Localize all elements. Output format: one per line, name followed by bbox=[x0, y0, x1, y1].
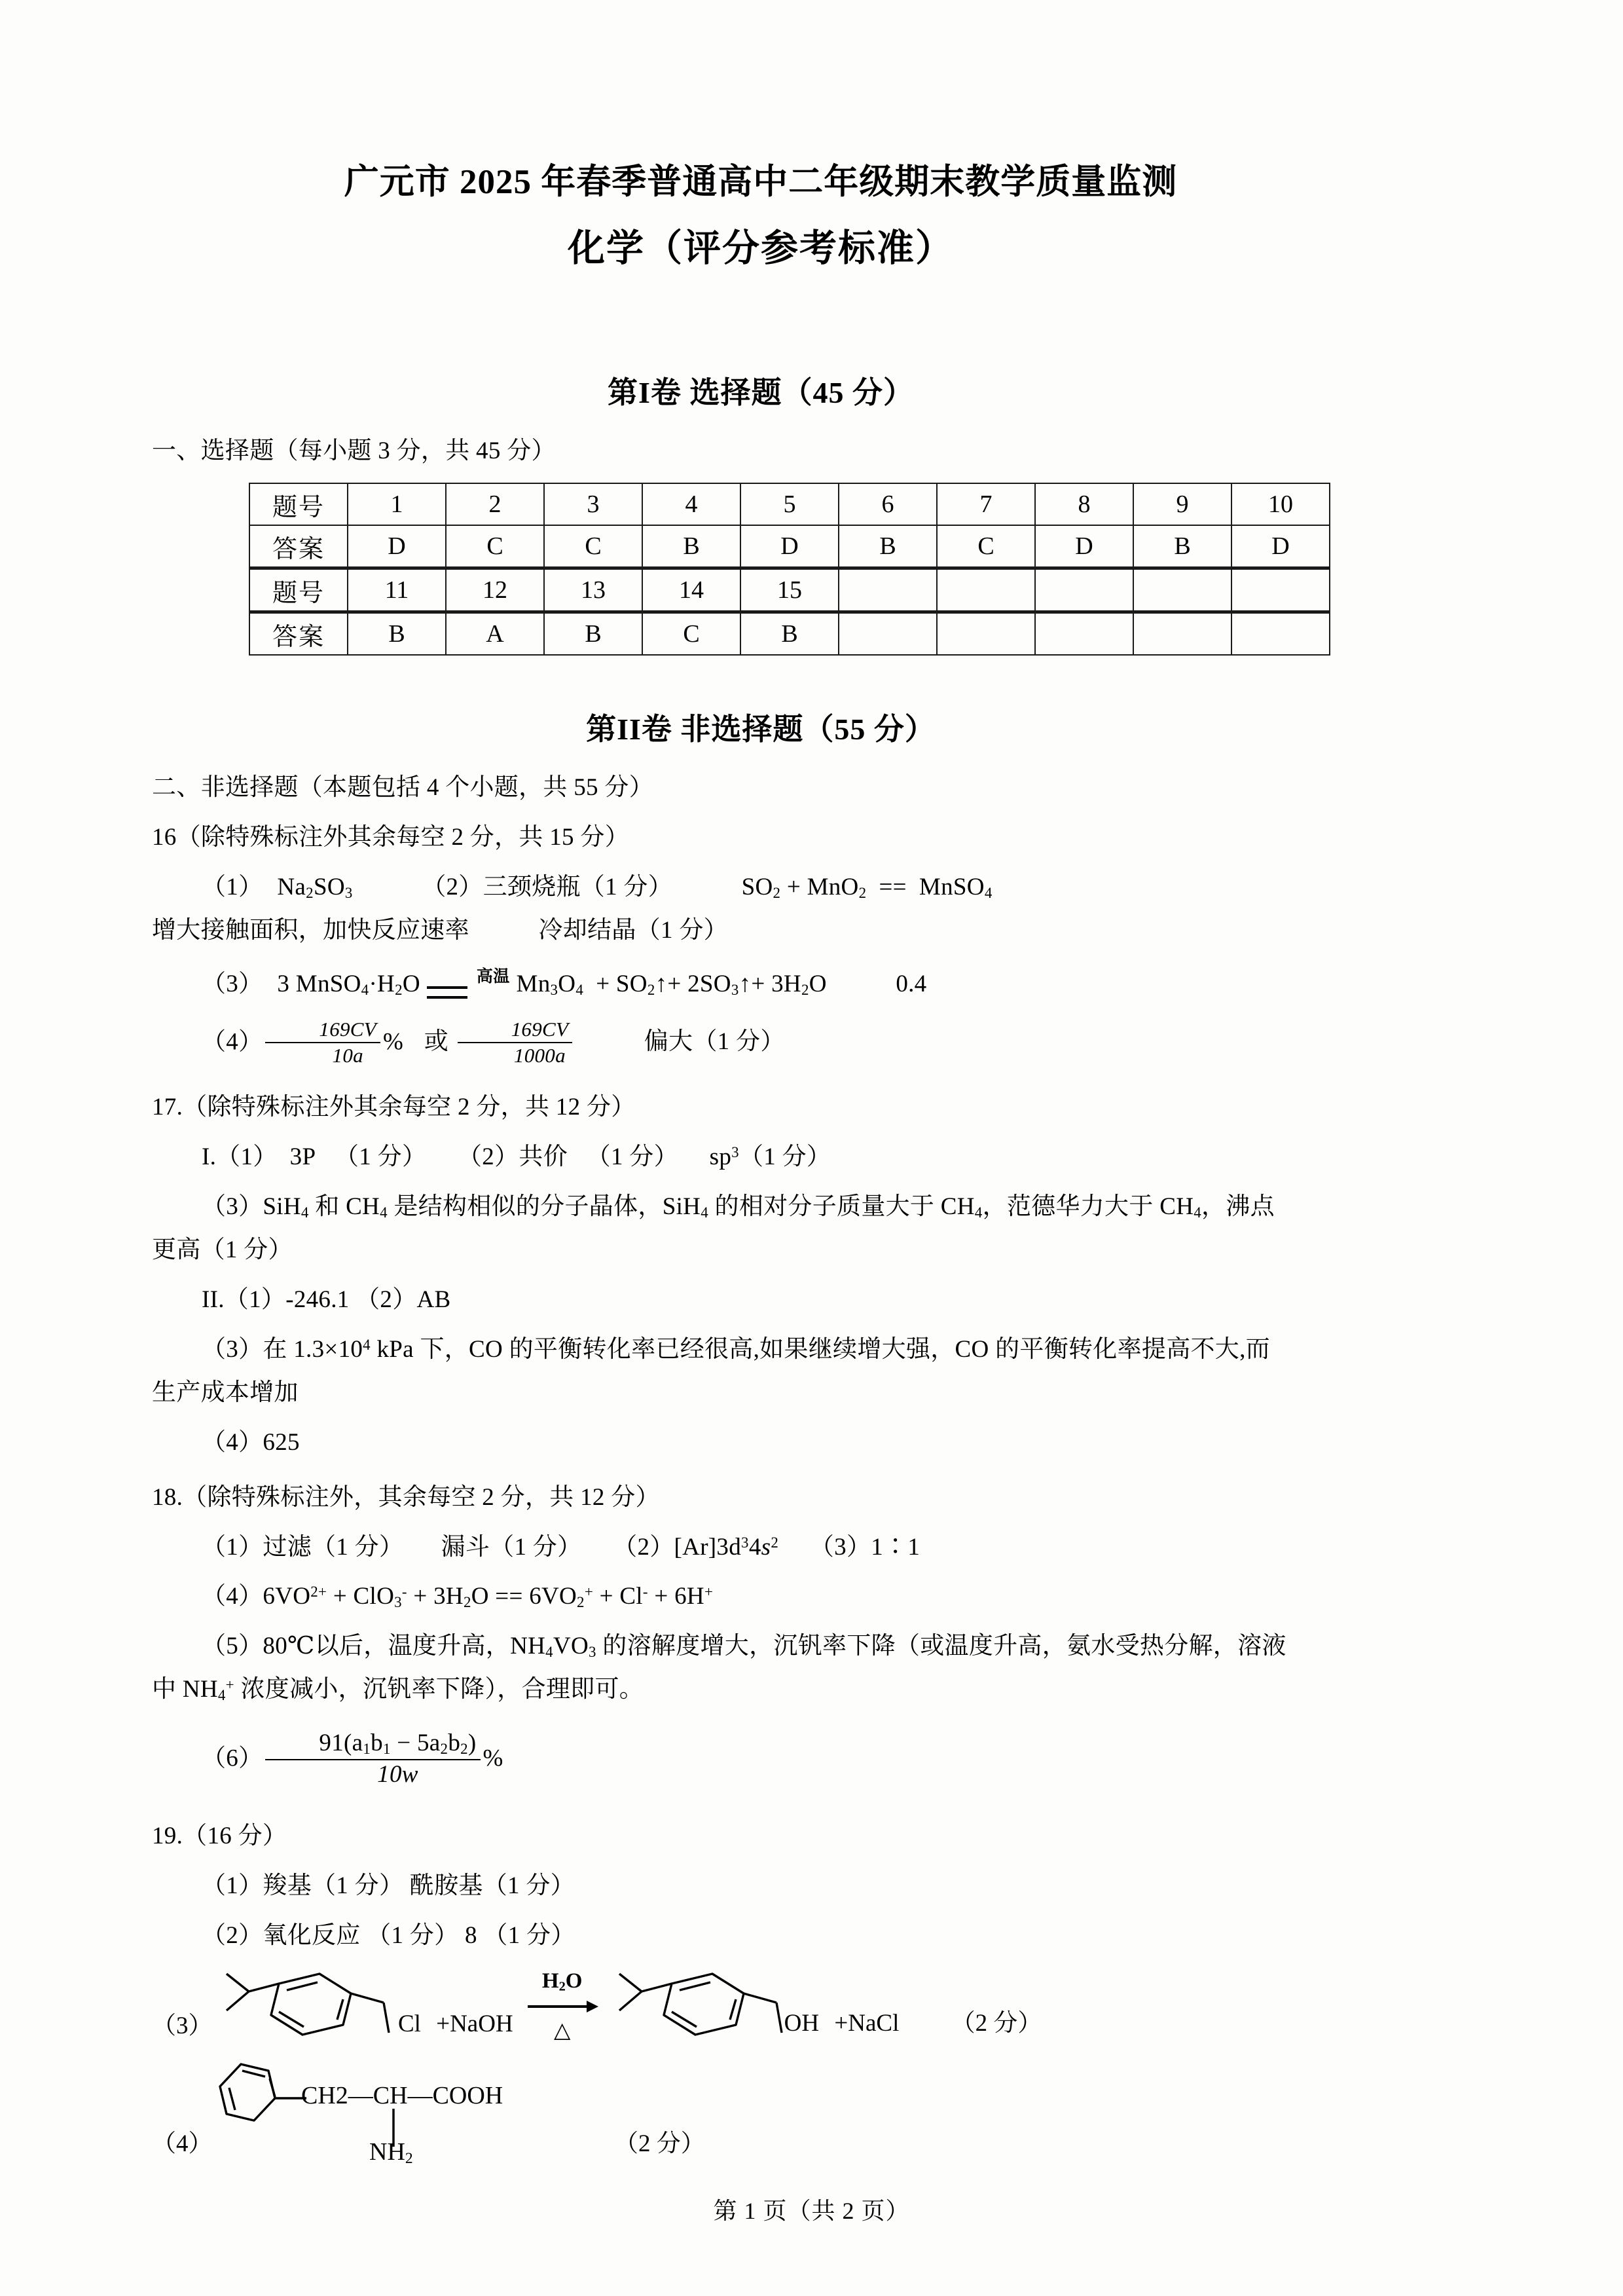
q16-line-2 bbox=[152, 911, 1370, 950]
q18-part6-label: （6） bbox=[202, 1745, 263, 1772]
question-number-cell bbox=[1035, 568, 1133, 612]
q16-line-3 bbox=[152, 965, 1370, 1004]
q16-part1-answer: $Na_2SO_3$ bbox=[277, 874, 353, 902]
answer-cell: D bbox=[348, 525, 446, 568]
question-number-cell: 11 bbox=[348, 568, 446, 612]
q19-part3-oh-nacl bbox=[784, 2003, 1042, 2047]
answer-cell: B bbox=[839, 525, 937, 568]
reaction-arrow-icon bbox=[526, 1998, 598, 2015]
reaction-condition-high-temp: 高温 bbox=[427, 969, 510, 999]
q17-line-5: （4）625 bbox=[202, 1428, 300, 1456]
q17-line-1: I.（1） 3P （1 分） （2）共价 （1 分） $sp^3(1$ 分） bbox=[202, 1143, 831, 1170]
table-row bbox=[249, 483, 1330, 525]
question-number-cell: 4 bbox=[642, 483, 740, 525]
answer-cell: D bbox=[740, 525, 839, 568]
question-number-cell: 10 bbox=[1231, 483, 1330, 525]
question-number-cell: 15 bbox=[740, 568, 839, 612]
question-number-cell: 7 bbox=[937, 483, 1035, 525]
q16-part3-products: $Mn_3O_4$ + $SO_2↑+$ $2SO_3↑+ 3H_2O$ bbox=[516, 970, 827, 998]
q16-or-text: 或 bbox=[424, 1028, 449, 1056]
answer-cell bbox=[839, 612, 937, 656]
question-number-cell: 3 bbox=[544, 483, 642, 525]
q18-line-4 bbox=[152, 1731, 1370, 1789]
naoh-label: +NaOH bbox=[436, 2010, 513, 2037]
q18-line-3b: 中 $NH_4^+$ 浓度减小，沉钒率下降），合理即可。 bbox=[152, 1676, 644, 1704]
question-number-cell: 6 bbox=[839, 483, 937, 525]
section-2-title: 第II卷 非选择题（55 分） bbox=[586, 713, 936, 747]
answer-cell: B bbox=[1133, 525, 1231, 568]
answer-cell: C bbox=[937, 525, 1035, 568]
q16-part2-equation: $SO_2 + MnO_2$ == MnSO$_4$ bbox=[741, 874, 993, 902]
q16-part2-answer: （2）三颈烧瓶（1 分） bbox=[422, 874, 673, 901]
section-1-instruction: 一、选择题（每小题 3 分，共 45 分） bbox=[152, 437, 556, 465]
answer-cell bbox=[937, 612, 1035, 656]
question-number-cell: 8 bbox=[1035, 483, 1133, 525]
document-subtitle: 化学（评分参考标准） bbox=[568, 228, 954, 270]
table-row bbox=[249, 612, 1330, 656]
q16-line-4 bbox=[152, 1017, 1370, 1068]
q17-heading: 17.（除特殊标注外其余每空 2 分，共 12 分） bbox=[152, 1094, 636, 1121]
question-number-cell: 9 bbox=[1133, 483, 1231, 525]
phenylalanine-structure-icon bbox=[215, 2059, 621, 2170]
row-label-number: 题号 bbox=[249, 483, 348, 525]
question-number-cell bbox=[937, 568, 1035, 612]
answer-cell: C bbox=[544, 525, 642, 568]
answer-cell: B bbox=[544, 612, 642, 656]
question-number-cell bbox=[1133, 568, 1231, 612]
q16-part1-label: （1） bbox=[202, 874, 263, 901]
q16-heading: 16（除特殊标注外其余每空 2 分，共 15 分） bbox=[152, 824, 629, 851]
q16-reason-text: 增大接触面积，加快反应速率 bbox=[152, 917, 469, 944]
double-line-icon bbox=[427, 986, 467, 999]
row-label-number: 题号 bbox=[249, 568, 348, 612]
q18-heading: 18.（除特殊标注外，其余每空 2 分，共 12 分） bbox=[152, 1483, 660, 1511]
question-number-cell: 5 bbox=[740, 483, 839, 525]
q18-percent-sign: % bbox=[483, 1745, 503, 1772]
section-1-title: 第I卷 选择题（45 分） bbox=[608, 376, 914, 410]
q19-part4-score: （2 分） bbox=[614, 2130, 705, 2157]
answer-cell bbox=[1133, 612, 1231, 656]
q16-part4-label: （4） bbox=[202, 1028, 263, 1056]
q19-part3-row bbox=[152, 1962, 1370, 2047]
question-number-cell bbox=[839, 568, 937, 612]
q18-line-2: $(4)6VO^{2+} + ClO_3^- + 3H_2O == 6VO_2^+ + Cl^- + 6H^+$ bbox=[202, 1583, 714, 1611]
question-number-cell: 14 bbox=[642, 568, 740, 612]
answer-cell: C bbox=[642, 612, 740, 656]
page-footer: 第 1 页（共 2 页） bbox=[713, 2198, 910, 2224]
q17-line-2b: 更高（1 分） bbox=[152, 1236, 293, 1263]
amine-group-label: $NH_2$ bbox=[369, 2138, 413, 2168]
q19-part3-label: （3） bbox=[152, 2012, 213, 2039]
section-2-instruction: 二、非选择题（本题包括 4 个小题，共 55 分） bbox=[152, 774, 653, 802]
q16-part4-note: 偏大（1 分） bbox=[644, 1028, 785, 1056]
reaction-arrow-group bbox=[513, 1971, 608, 2047]
answer-cell: B bbox=[740, 612, 839, 656]
q16-part3-label: （3） bbox=[202, 970, 263, 997]
q19-part3-score: （2 分） bbox=[951, 2010, 1042, 2037]
q16-crystallization-text: 冷却结晶（1 分） bbox=[538, 917, 728, 944]
answer-cell: B bbox=[642, 525, 740, 568]
question-number-cell: 2 bbox=[446, 483, 544, 525]
q19-line-1: （1）羧基（1 分） 酰胺基（1 分） bbox=[202, 1872, 575, 1900]
answer-cell: B bbox=[348, 612, 446, 656]
q16-percent-sign-1: % bbox=[383, 1028, 404, 1056]
answer-cell: A bbox=[446, 612, 544, 656]
chloride-label: Cl bbox=[398, 2010, 421, 2037]
row-label-answer: 答案 bbox=[249, 612, 348, 656]
answer-cell: D bbox=[1231, 525, 1330, 568]
q16-part3-value: 0.4 bbox=[896, 970, 927, 997]
arrow-condition-bottom: △ bbox=[553, 2019, 571, 2043]
q16-part3-reactants: 3 $MnSO_4\cdot H_2O$ bbox=[277, 970, 420, 998]
q19-line-2: （2）氧化反应 （1 分） 8 （1 分） bbox=[202, 1922, 575, 1950]
hydroxyl-label: OH bbox=[784, 2010, 820, 2037]
question-number-cell bbox=[1231, 568, 1330, 612]
answer-table bbox=[249, 483, 1330, 656]
q16-line-1 bbox=[152, 868, 1370, 907]
row-label-answer: 答案 bbox=[249, 525, 348, 568]
question-number-cell: 1 bbox=[348, 483, 446, 525]
arrow-condition-top: $H_2O$ bbox=[541, 1969, 583, 1994]
answer-cell bbox=[1231, 612, 1330, 656]
q18-line-3: （5）80℃以后，温度升高，$NH_4VO_3$ 的溶解度增大，沉钒率下降（或温度升高，氨水受热分解，溶液 bbox=[202, 1633, 1286, 1661]
table-row bbox=[249, 525, 1330, 568]
q18-fraction: $\frac{91(a_1b_1 - 5a_2b_2)}{10w}$ bbox=[265, 1730, 480, 1788]
q19-part3-cl-naoh bbox=[398, 2010, 513, 2047]
q16-fraction-2: $\frac{169CV}{1000a}$ bbox=[458, 1018, 573, 1067]
q19-part4-row bbox=[152, 2059, 1370, 2170]
q19-part4-label: （4） bbox=[152, 2130, 213, 2157]
q17-line-4: （3）在 $1.3\times 10^4$ kPa 下，CO 的平衡转化率已经很高,如果继续增大强，CO 的平衡转化率提高不大,而 bbox=[202, 1335, 1270, 1363]
question-number-cell: 13 bbox=[544, 568, 642, 612]
table-row bbox=[249, 568, 1330, 612]
q16-fraction-1: $\frac{169CV}{10a}$ bbox=[265, 1018, 380, 1067]
q17-line-2: （3）SiH$_4$ 和 $CH_4$ 是结构相似的分子晶体，SiH$_4$ 的相对分子质量大于 $CH_4$，范德华力大于 $CH_4$，沸点 bbox=[202, 1193, 1275, 1221]
document-title: 广元市 2025 年春季普通高中二年级期末教学质量监测 bbox=[344, 163, 1178, 201]
q17-line-3: II.（1）-246.1 （2）AB bbox=[202, 1286, 451, 1313]
phenylalanine-chain-label: CH2—CH—COOH bbox=[301, 2082, 503, 2109]
answer-cell: C bbox=[446, 525, 544, 568]
nacl-label: +NaCl bbox=[834, 2010, 900, 2037]
q18-fraction-numerator: $91(a_1b_1 - 5a_2b_2)$ bbox=[265, 1730, 480, 1760]
q19-heading: 19.（16 分） bbox=[152, 1823, 287, 1850]
q18-line-1: （1）过滤（1 分） 漏斗（1 分） $(2)[Ar]3d^34s^2$ （3）1∶1 bbox=[202, 1533, 921, 1561]
q17-line-4b: 生产成本增加 bbox=[152, 1379, 299, 1406]
answer-cell: D bbox=[1035, 525, 1133, 568]
answer-cell bbox=[1035, 612, 1133, 656]
question-number-cell: 12 bbox=[446, 568, 544, 612]
